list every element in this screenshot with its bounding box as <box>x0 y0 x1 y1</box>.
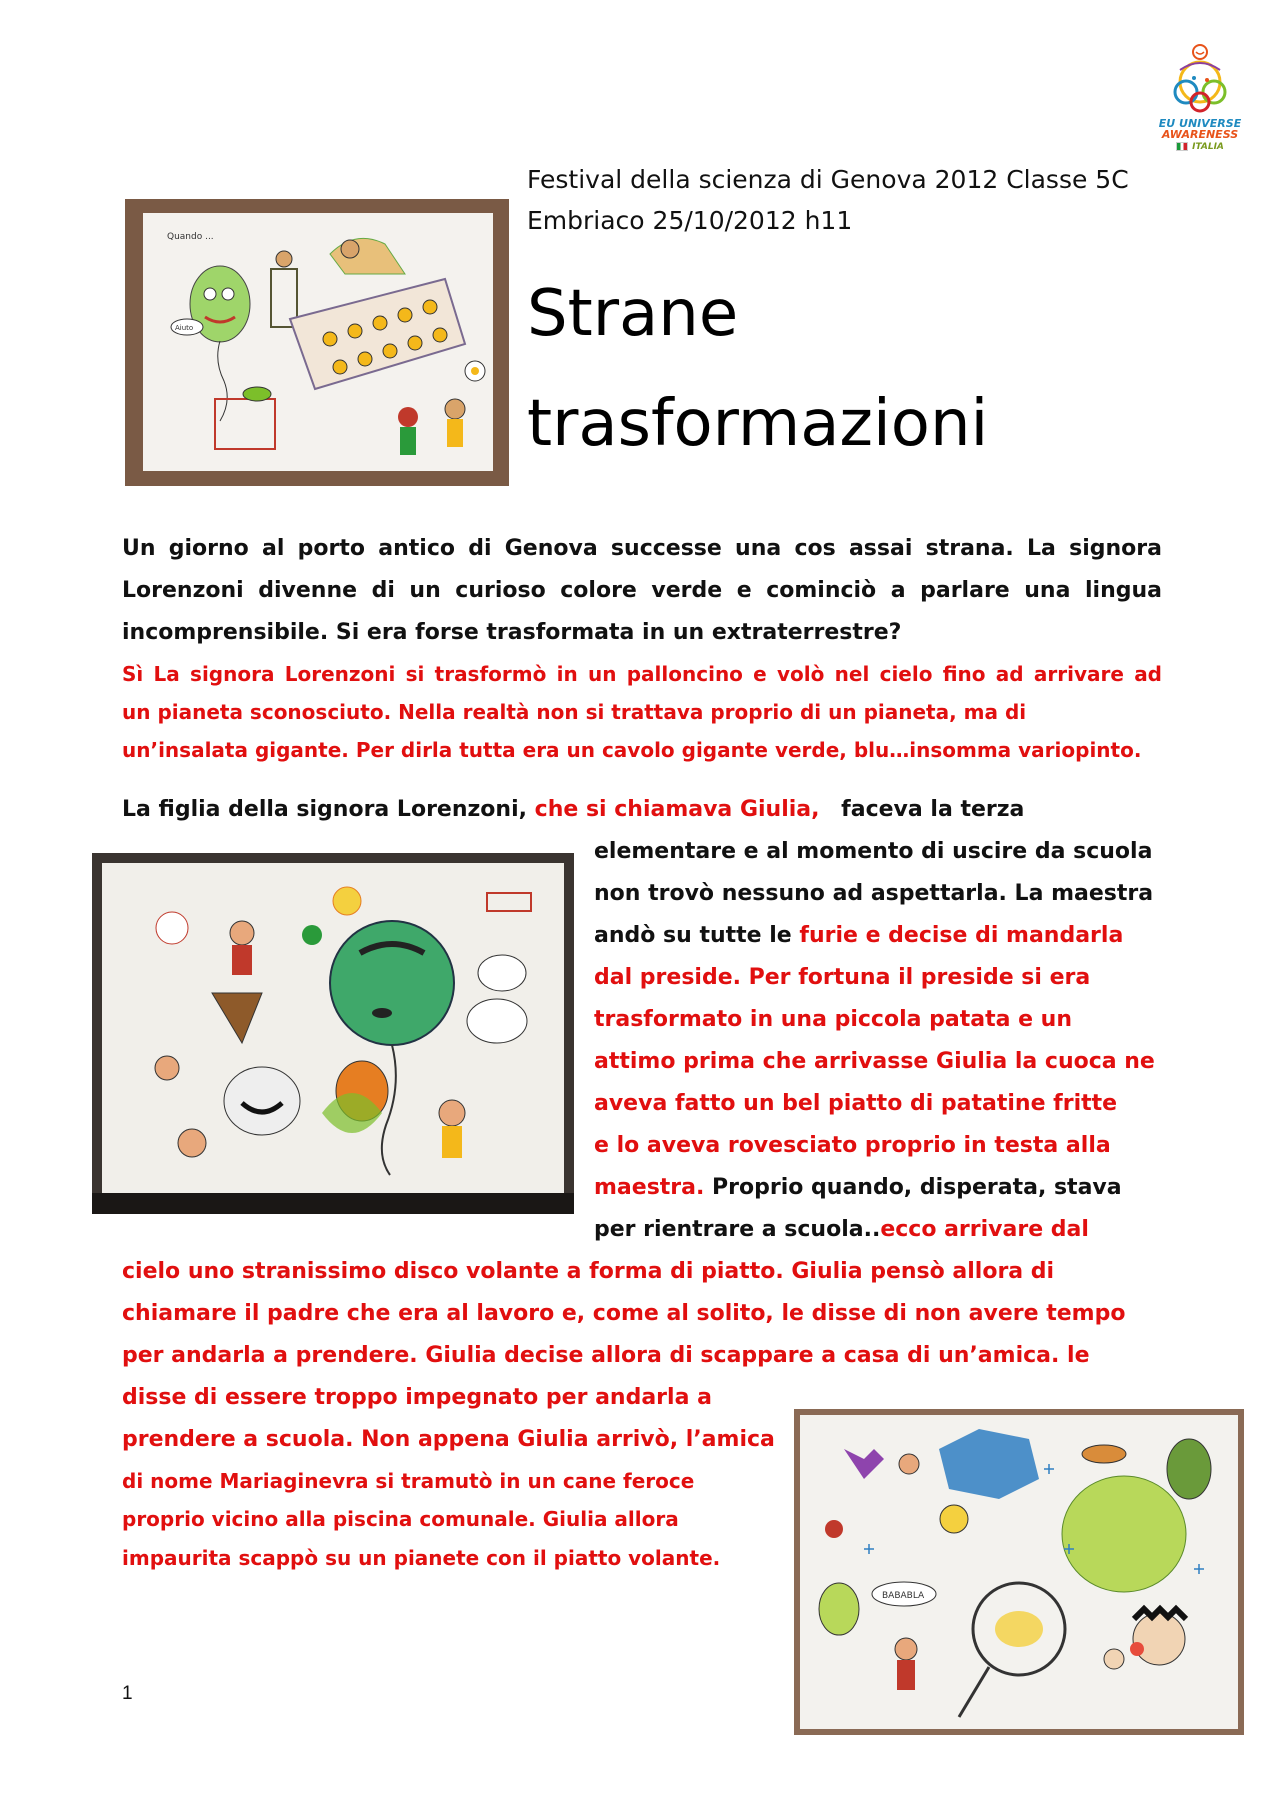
story-line-1-red: che si chiamava Giulia, <box>534 797 820 822</box>
story-line-12: cielo uno stranissimo disco volante a forma di piatto. Giulia pensò allora di <box>122 1259 1055 1284</box>
intro-line-2-text: Lorenzoni divenne di un curioso colore verde e cominciò a parlare una lingua <box>122 578 1162 603</box>
story-line-10-black: Proprio quando, disperata, stava <box>712 1175 1122 1200</box>
story-line-11-black: per rientrare a scuola.. <box>594 1217 881 1242</box>
story-line-4-red: furie e decise di mandarla <box>799 923 1124 948</box>
story-line-11-red: ecco arrivare dal <box>880 1217 1089 1242</box>
answer-line-2: un pianeta sconosciuto. Nella realtà non si trattava proprio di un pianeta, ma di <box>122 700 1027 724</box>
intro-line-3: incomprensibile. Si era forse trasformata in un extraterrestre? <box>122 620 902 645</box>
story-line-16: prendere a scuola. Non appena Giulia arrivò, l’amica <box>122 1427 775 1452</box>
story-line-7: attimo prima che arrivasse Giulia la cuoca ne <box>594 1049 1155 1074</box>
story-line-5: dal preside. Per fortuna il preside si era <box>594 965 1091 990</box>
logo-figure-icon <box>1150 40 1250 118</box>
children-drawing-photo-1 <box>125 199 509 486</box>
drawing-caption-text: Quando ... <box>167 232 214 242</box>
story-line-8: aveva fatto un bel piatto di patatine fritte <box>594 1091 1118 1116</box>
story-line-6: trasformato in una piccola patata e un <box>594 1007 1073 1032</box>
story-line-4 <box>594 923 1123 948</box>
story-line-10 <box>594 1175 1122 1200</box>
logo-country-label: ITALIA <box>1192 142 1224 152</box>
story-line-13: chiamare il padre che era al lavoro e, come al solito, le disse di non avere tempo <box>122 1301 1126 1326</box>
story-line-9: e lo aveva rovesciato proprio in testa alla <box>594 1133 1111 1158</box>
logo-country <box>1150 142 1250 152</box>
eu-universe-awareness-logo <box>1150 40 1250 150</box>
children-drawing-photo-2 <box>92 853 574 1214</box>
logo-line-2: AWARENESS <box>1161 128 1239 141</box>
page-title-line-2: trasformazioni <box>527 387 989 461</box>
story-line-1-part-a: La figlia della signora Lorenzoni, <box>122 797 527 822</box>
story-line-19: impaurita scappò su un pianete con il piatto volante. <box>122 1546 721 1570</box>
intro-line-2 <box>122 578 1162 603</box>
story-line-18: proprio vicino alla piscina comunale. Giulia allora <box>122 1507 679 1531</box>
logo-line-1: EU UNIVERSE <box>1158 117 1242 130</box>
italian-flag-icon <box>1176 142 1188 151</box>
answer-line-3: un’insalata gigante. Per dirla tutta era un cavolo gigante verde, blu…insomma variopinto. <box>122 738 1142 762</box>
story-line-14: per andarla a prendere. Giulia decise allora di scappare a casa di un’amica. le <box>122 1343 1090 1368</box>
answer-line-1-text: Sì La signora Lorenzoni si trasformò in un palloncino e volò nel cielo fino ad arrivare ad <box>122 662 1162 686</box>
festival-info-line: Festival della scienza di Genova 2012 Classe 5C <box>527 165 1129 194</box>
story-line-11 <box>594 1217 1089 1242</box>
intro-line-1-text: Un giorno al porto antico di Genova successe una cos assai strana. La signora <box>122 536 1162 561</box>
intro-line-1 <box>122 536 1162 561</box>
story-line-15: disse di essere troppo impegnato per andarla a <box>122 1385 712 1410</box>
story-line-17: di nome Mariaginevra si tramutò in un cane feroce <box>122 1469 695 1493</box>
page-title-line-1: Strane <box>527 277 739 351</box>
story-line-3: non trovò nessuno ad aspettarla. La maestra <box>594 881 1154 906</box>
drawing-speech-text-3: BABABLA <box>882 1591 925 1601</box>
story-line-1-part-b: faceva la terza <box>841 797 1025 822</box>
school-date-line: Embriaco 25/10/2012 h11 <box>527 206 853 235</box>
story-line-10-red: maestra. <box>594 1175 705 1200</box>
drawing-speech-text: Aiuto <box>175 324 194 332</box>
children-drawing-photo-3 <box>794 1409 1244 1735</box>
page-number: 1 <box>122 1683 133 1704</box>
story-line-2: elementare e al momento di uscire da scuola <box>594 839 1153 864</box>
story-line-1 <box>122 797 1024 822</box>
answer-line-1 <box>122 662 1162 686</box>
story-line-4-black: andò su tutte le <box>594 923 792 948</box>
